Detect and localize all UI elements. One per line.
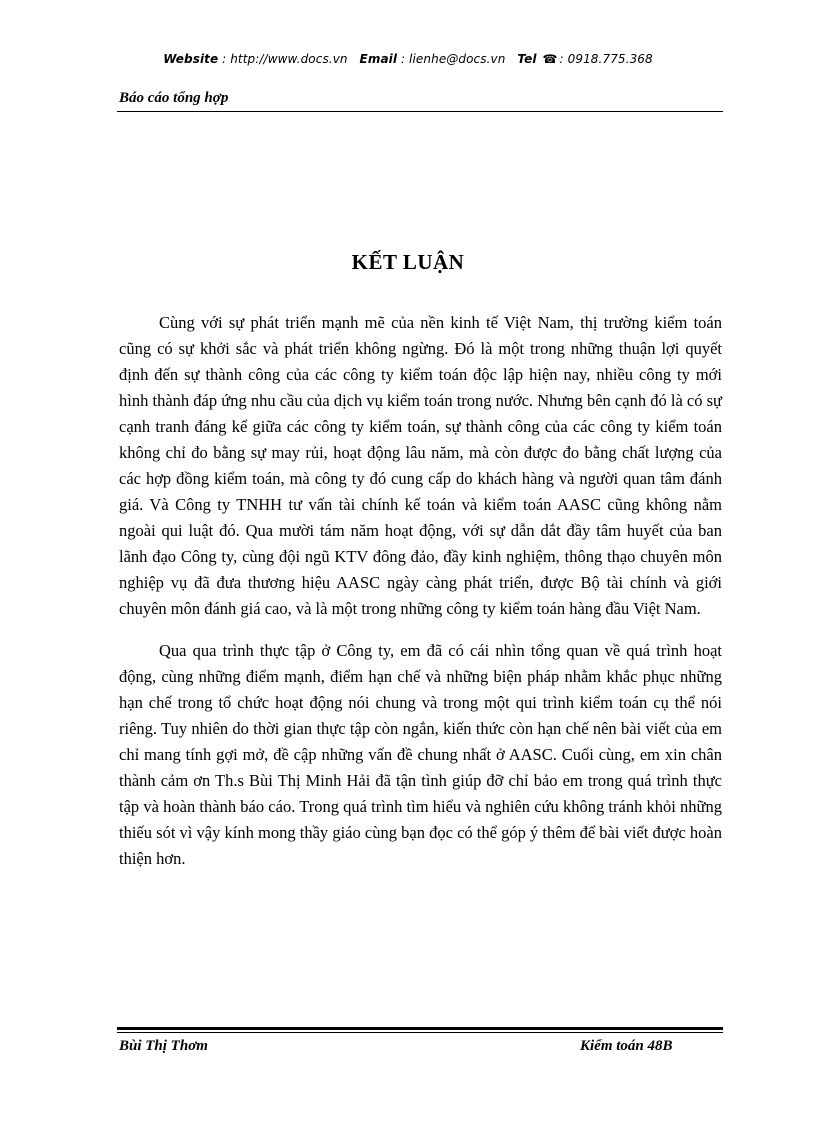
header-divider <box>117 111 723 112</box>
website-label: Website <box>163 52 219 66</box>
footer-class: Kiểm toán 48B <box>580 1038 673 1054</box>
website-link[interactable]: : http://www.docs.vn <box>222 52 348 66</box>
paragraph-1: Cùng với sự phát triển mạnh mẽ của nền kinh tế Việt Nam, thị trường kiểm toán cũng có sự khởi sắc và phát triển không ngừng. Đó là một trong những thuận lợi quyết định đến sự thành công của các công ty kiểm toán độc lập hiện nay, nhiều công ty mới hình thành đáp ứng nhu cầu của dịch vụ kiểm toán trong nước. Nhưng bên cạnh đó là có sự cạnh tranh đáng kể giữa các công ty kiểm toán, sự thành công của các công ty kiểm toán không chỉ đo bằng sự may rủi, hoạt động lâu năm, mà còn được đo bằng chất lượng của các hợp đồng kiểm toán, mà công ty đó cung cấp do khách hàng và người quan tâm đánh giá. Và Công ty TNHH tư vấn tài chính kế toán và kiểm toán AASC cũng không nằm ngoài qui luật đó. Qua mười tám năm hoạt động, với sự dẫn dắt đầy tâm huyết của ban lãnh đạo Công ty, cùng đội ngũ KTV đông đảo, đầy kinh nghiệm, thông thạo chuyên môn nghiệp vụ đã đưa thương hiệu AASC ngày càng phát triển, được Bộ tài chính và giới chuyên môn đánh giá cao, và là một trong những công ty kiểm toán hàng đầu Việt Nam. <box>119 313 722 618</box>
phone-icon: ☎ <box>542 52 558 66</box>
footer-divider <box>117 1027 723 1033</box>
document-body <box>119 310 722 872</box>
tel-value: : 0918.775.368 <box>559 52 653 66</box>
email-label: Email <box>359 52 398 66</box>
paragraph-2: Qua qua trình thực tập ở Công ty, em đã có cái nhìn tổng quan về quá trình hoạt động, cùng những điểm mạnh, điểm hạn chế và những biện pháp nhằm khắc phục những hạn chế trong tổ chức hoạt động nói chung và trong một qui trình kiểm toán cụ thể nói riêng. Tuy nhiên do thời gian thực tập còn ngắn, kiến thức còn hạn chế nên bài viết của em chỉ mang tính gợi mở, đề cập những vấn đề chung nhất ở AASC. Cuối cùng, em xin chân thành cảm ơn Th.s Bùi Thị Minh Hải đã tận tình giúp đỡ chỉ bảo em trong quá trình thực tập và hoàn thành báo cáo. Trong quá trình tìm hiểu và nghiên cứu không tránh khỏi những thiếu sót vì vậy kính mong thầy giáo cùng bạn đọc có thể góp ý thêm để bài viết được hoàn thiện hơn. <box>119 641 722 868</box>
tel-label: Tel <box>517 52 537 66</box>
footer-author: Bùi Thị Thơm <box>119 1038 208 1054</box>
site-header <box>0 52 816 66</box>
email-link[interactable]: : lienhe@docs.vn <box>401 52 506 66</box>
page-title: KẾT LUẬN <box>351 250 465 274</box>
report-title: Báo cáo tổng hợp <box>119 90 229 106</box>
